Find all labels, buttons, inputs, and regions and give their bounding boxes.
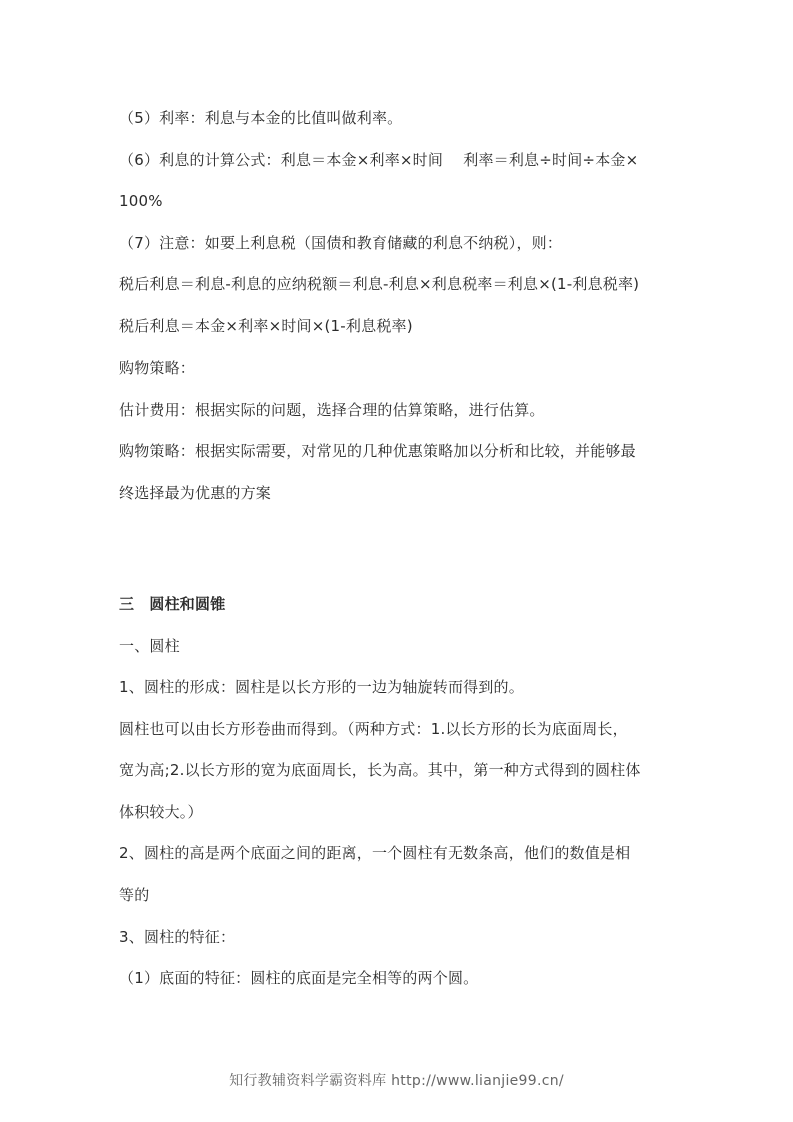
text-line-percent: 100% xyxy=(119,192,163,210)
text-line-after-tax-formula-2: 税后利息＝本金×利率×时间×(1-利息税率) xyxy=(119,317,413,335)
text-line-interest-formula: （6）利息的计算公式：利息＝本金×利率×时间 利率＝利息÷时间÷本金× xyxy=(119,151,639,169)
text-line-tax-note: （7）注意：如要上利息税（国债和教育储藏的利息不纳税），则： xyxy=(119,234,563,252)
page-footer-watermark: 知行教辅资料学霸资料库 http://www.lianjie99.cn/ xyxy=(229,1073,564,1089)
text-line-shopping-strategy-title: 购物策略： xyxy=(119,359,196,377)
text-line-shopping-strategy-cont: 终选择最为优惠的方案 xyxy=(119,484,272,502)
text-line-estimate-cost: 估计费用：根据实际的问题，选择合理的估算策略，进行估算。 xyxy=(119,401,545,419)
section-heading-cylinder-cone: 三 圆柱和圆锥 xyxy=(119,595,226,613)
text-line-cylinder-formation: 1、圆柱的形成：圆柱是以长方形的一边为轴旋转而得到的。 xyxy=(119,678,524,696)
text-line-shopping-strategy: 购物策略：根据实际需要，对常见的几种优惠策略加以分析和比较，并能够最 xyxy=(119,442,636,460)
text-line-cylinder-height: 2、圆柱的高是两个底面之间的距离，一个圆柱有无数条高，他们的数值是相 xyxy=(119,844,631,862)
text-line-cylinder-rolling: 圆柱也可以由长方形卷曲而得到。（两种方式：1.以长方形的长为底面周长， xyxy=(119,720,628,738)
text-line-base-feature: （1）底面的特征：圆柱的底面是完全相等的两个圆。 xyxy=(119,969,479,987)
text-line-interest-rate-definition: （5）利率：利息与本金的比值叫做利率。 xyxy=(119,109,403,127)
text-line-cylinder-volume: 体积较大。） xyxy=(119,803,203,821)
text-line-cylinder-features: 3、圆柱的特征： xyxy=(119,928,236,946)
text-line-cylinder-height-cont: 等的 xyxy=(119,886,150,904)
text-line-cylinder-rolling-cont: 宽为高;2.以长方形的宽为底面周长，长为高。其中，第一种方式得到的圆柱体 xyxy=(119,761,641,779)
text-line-after-tax-formula-1: 税后利息＝利息-利息的应纳税额＝利息-利息×利息税率＝利息×(1-利息税率) xyxy=(119,275,640,293)
subsection-heading-cylinder: 一、圆柱 xyxy=(119,637,180,655)
